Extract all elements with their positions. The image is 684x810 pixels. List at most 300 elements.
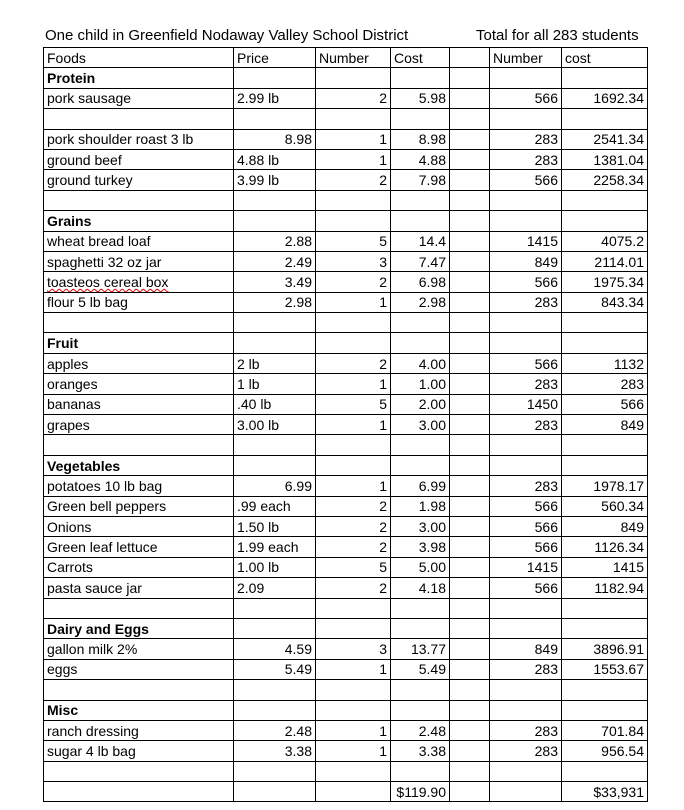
total-cost: 4075.2 <box>562 231 648 251</box>
food-name: pasta sauce jar <box>44 578 234 598</box>
food-number: 1 <box>316 476 391 496</box>
total-cost: 566 <box>562 394 648 414</box>
header-total-number: Number <box>490 48 562 68</box>
food-number: 1 <box>316 374 391 394</box>
table-row <box>44 741 648 761</box>
total-cost: 1553.67 <box>562 659 648 679</box>
table-row <box>44 129 648 149</box>
food-cost: 6.98 <box>391 272 450 292</box>
food-cost: 7.98 <box>391 170 450 190</box>
total-number: 283 <box>490 129 562 149</box>
food-price: 2 lb <box>234 353 316 373</box>
table-row <box>44 394 648 414</box>
empty-cell <box>450 435 490 455</box>
empty-cell <box>562 313 648 333</box>
food-name: ground turkey <box>44 170 234 190</box>
total-cost: 1126.34 <box>562 537 648 557</box>
total-cost: 843.34 <box>562 292 648 312</box>
empty-cell <box>450 598 490 618</box>
empty-cell <box>450 557 490 577</box>
food-cost: 6.99 <box>391 476 450 496</box>
food-number: 2 <box>316 88 391 108</box>
table-row <box>44 292 648 312</box>
food-number: 2 <box>316 578 391 598</box>
empty-cell <box>316 333 391 353</box>
empty-cell <box>562 190 648 210</box>
food-price: 3.00 lb <box>234 415 316 435</box>
food-name: grapes <box>44 415 234 435</box>
food-price: 3.49 <box>234 272 316 292</box>
food-name: eggs <box>44 659 234 679</box>
table-row <box>44 516 648 536</box>
empty-cell <box>234 435 316 455</box>
empty-cell <box>234 618 316 638</box>
food-cost: 13.77 <box>391 639 450 659</box>
empty-cell <box>450 272 490 292</box>
total-number: 566 <box>490 537 562 557</box>
food-name: toasteos cereal box <box>44 272 234 292</box>
empty-cell <box>44 598 234 618</box>
empty-cell <box>44 782 234 802</box>
total-cost: 1975.34 <box>562 272 648 292</box>
food-number: 2 <box>316 170 391 190</box>
title-one-child: One child in Greenfield Nodaway Valley School District <box>45 27 409 44</box>
food-name: ranch dressing <box>44 720 234 740</box>
food-price: 1 lb <box>234 374 316 394</box>
empty-cell <box>391 700 450 720</box>
empty-cell <box>490 618 562 638</box>
section-row <box>44 455 648 475</box>
empty-cell <box>490 109 562 129</box>
food-name: gallon milk 2% <box>44 639 234 659</box>
table-row <box>44 251 648 271</box>
empty-cell <box>450 455 490 475</box>
empty-cell <box>450 741 490 761</box>
food-number: 2 <box>316 537 391 557</box>
food-number: 1 <box>316 720 391 740</box>
empty-cell <box>450 496 490 516</box>
blank-row <box>44 761 648 781</box>
header-row <box>44 48 648 68</box>
empty-cell <box>391 680 450 700</box>
empty-cell <box>391 435 450 455</box>
food-cost: 5.98 <box>391 88 450 108</box>
empty-cell <box>490 68 562 88</box>
grand-cost: $119.90 <box>391 782 450 802</box>
total-number: 283 <box>490 659 562 679</box>
empty-cell <box>490 435 562 455</box>
table-row <box>44 557 648 577</box>
table-body <box>44 48 648 802</box>
food-cost: 3.00 <box>391 415 450 435</box>
total-cost: 2541.34 <box>562 129 648 149</box>
food-number: 3 <box>316 639 391 659</box>
empty-cell <box>450 761 490 781</box>
table-row <box>44 476 648 496</box>
empty-cell <box>450 659 490 679</box>
empty-cell <box>450 251 490 271</box>
blank-row <box>44 598 648 618</box>
food-cost: 8.98 <box>391 129 450 149</box>
empty-cell <box>450 578 490 598</box>
empty-cell <box>234 782 316 802</box>
total-cost: 1182.94 <box>562 578 648 598</box>
food-name: sugar 4 lb bag <box>44 741 234 761</box>
food-price: 4.59 <box>234 639 316 659</box>
table-row <box>44 496 648 516</box>
total-cost: 2114.01 <box>562 251 648 271</box>
total-number: 283 <box>490 374 562 394</box>
header-foods: Foods <box>44 48 234 68</box>
empty-cell <box>391 761 450 781</box>
table-row <box>44 374 648 394</box>
total-cost: 1415 <box>562 557 648 577</box>
empty-cell <box>490 211 562 231</box>
empty-cell <box>391 618 450 638</box>
food-name: flour 5 lb bag <box>44 292 234 312</box>
food-price: 8.98 <box>234 129 316 149</box>
total-number: 283 <box>490 149 562 169</box>
total-number: 849 <box>490 639 562 659</box>
total-number: 283 <box>490 292 562 312</box>
food-cost: 2.98 <box>391 292 450 312</box>
food-name: pork sausage <box>44 88 234 108</box>
empty-cell <box>316 211 391 231</box>
header-number: Number <box>316 48 391 68</box>
empty-cell <box>490 333 562 353</box>
empty-cell <box>234 68 316 88</box>
food-price: 1.50 lb <box>234 516 316 536</box>
empty-cell <box>234 455 316 475</box>
food-price: 1.99 each <box>234 537 316 557</box>
food-cost: 2.48 <box>391 720 450 740</box>
empty-cell <box>450 415 490 435</box>
food-cost: 5.00 <box>391 557 450 577</box>
empty-cell <box>490 313 562 333</box>
empty-cell <box>234 680 316 700</box>
empty-cell <box>391 598 450 618</box>
food-cost: 7.47 <box>391 251 450 271</box>
empty-cell <box>450 516 490 536</box>
total-number: 1415 <box>490 231 562 251</box>
food-name: bananas <box>44 394 234 414</box>
food-cost: 3.98 <box>391 537 450 557</box>
total-cost: 1692.34 <box>562 88 648 108</box>
food-cost: 14.4 <box>391 231 450 251</box>
empty-cell <box>450 190 490 210</box>
empty-cell <box>391 313 450 333</box>
empty-cell <box>44 109 234 129</box>
total-cost: 701.84 <box>562 720 648 740</box>
empty-cell <box>391 109 450 129</box>
empty-cell <box>490 761 562 781</box>
food-number: 5 <box>316 394 391 414</box>
food-number: 5 <box>316 231 391 251</box>
empty-cell <box>562 333 648 353</box>
empty-cell <box>391 190 450 210</box>
food-price: .40 lb <box>234 394 316 414</box>
food-name: spaghetti 32 oz jar <box>44 251 234 271</box>
table-row <box>44 272 648 292</box>
empty-cell <box>316 680 391 700</box>
empty-cell <box>316 190 391 210</box>
food-cost: 5.49 <box>391 659 450 679</box>
empty-cell <box>450 333 490 353</box>
total-cost: 849 <box>562 516 648 536</box>
empty-cell <box>490 782 562 802</box>
table-row <box>44 720 648 740</box>
empty-cell <box>450 720 490 740</box>
table-row <box>44 170 648 190</box>
total-number: 283 <box>490 476 562 496</box>
empty-cell <box>44 761 234 781</box>
empty-cell <box>562 618 648 638</box>
total-number: 566 <box>490 272 562 292</box>
total-row <box>44 782 648 802</box>
food-cost-table <box>43 47 648 802</box>
food-number: 2 <box>316 496 391 516</box>
food-price: 5.49 <box>234 659 316 679</box>
table-row <box>44 231 648 251</box>
empty-cell <box>450 231 490 251</box>
food-cost: 1.00 <box>391 374 450 394</box>
total-number: 566 <box>490 496 562 516</box>
food-number: 1 <box>316 292 391 312</box>
table-row <box>44 659 648 679</box>
total-cost: 2258.34 <box>562 170 648 190</box>
total-number: 283 <box>490 415 562 435</box>
food-name: Onions <box>44 516 234 536</box>
table-row <box>44 537 648 557</box>
food-cost: 2.00 <box>391 394 450 414</box>
food-price: 2.88 <box>234 231 316 251</box>
empty-cell <box>316 455 391 475</box>
empty-cell <box>316 761 391 781</box>
empty-cell <box>450 700 490 720</box>
total-cost: 849 <box>562 415 648 435</box>
total-number: 566 <box>490 170 562 190</box>
food-cost: 1.98 <box>391 496 450 516</box>
section-label: Vegetables <box>44 455 234 475</box>
empty-cell <box>44 680 234 700</box>
total-number: 283 <box>490 720 562 740</box>
total-number: 283 <box>490 741 562 761</box>
section-row <box>44 211 648 231</box>
empty-cell <box>562 68 648 88</box>
table-row <box>44 149 648 169</box>
empty-cell <box>316 313 391 333</box>
food-cost: 4.00 <box>391 353 450 373</box>
empty-cell <box>44 190 234 210</box>
food-number: 2 <box>316 516 391 536</box>
empty-cell <box>562 598 648 618</box>
empty-cell <box>450 680 490 700</box>
food-cost: 4.18 <box>391 578 450 598</box>
food-name: oranges <box>44 374 234 394</box>
food-name: ground beef <box>44 149 234 169</box>
food-cost: 3.00 <box>391 516 450 536</box>
food-number: 1 <box>316 415 391 435</box>
empty-cell <box>316 598 391 618</box>
total-cost: 1381.04 <box>562 149 648 169</box>
total-number: 1415 <box>490 557 562 577</box>
total-number: 566 <box>490 353 562 373</box>
food-price: 3.38 <box>234 741 316 761</box>
food-number: 2 <box>316 272 391 292</box>
empty-cell <box>316 782 391 802</box>
empty-cell <box>562 455 648 475</box>
empty-cell <box>234 761 316 781</box>
empty-cell <box>234 190 316 210</box>
food-price: 1.00 lb <box>234 557 316 577</box>
total-cost: 1978.17 <box>562 476 648 496</box>
section-row <box>44 68 648 88</box>
food-name: potatoes 10 lb bag <box>44 476 234 496</box>
food-price: 3.99 lb <box>234 170 316 190</box>
total-cost: 1132 <box>562 353 648 373</box>
empty-cell <box>490 190 562 210</box>
empty-cell <box>234 598 316 618</box>
empty-cell <box>562 761 648 781</box>
header-spacer <box>450 48 490 68</box>
food-number: 2 <box>316 353 391 373</box>
table-row <box>44 639 648 659</box>
empty-cell <box>391 455 450 475</box>
empty-cell <box>490 680 562 700</box>
empty-cell <box>234 700 316 720</box>
food-number: 1 <box>316 659 391 679</box>
total-cost: 560.34 <box>562 496 648 516</box>
blank-row <box>44 435 648 455</box>
empty-cell <box>234 333 316 353</box>
empty-cell <box>450 149 490 169</box>
empty-cell <box>562 700 648 720</box>
table-row <box>44 353 648 373</box>
food-name: Green bell peppers <box>44 496 234 516</box>
header-price: Price <box>234 48 316 68</box>
section-row <box>44 700 648 720</box>
header-cost: Cost <box>391 48 450 68</box>
blank-row <box>44 680 648 700</box>
empty-cell <box>450 618 490 638</box>
table-row <box>44 88 648 108</box>
table-row <box>44 578 648 598</box>
empty-cell <box>316 700 391 720</box>
empty-cell <box>450 170 490 190</box>
empty-cell <box>391 333 450 353</box>
empty-cell <box>44 435 234 455</box>
total-number: 566 <box>490 578 562 598</box>
food-cost: 4.88 <box>391 149 450 169</box>
empty-cell <box>450 292 490 312</box>
empty-cell <box>562 109 648 129</box>
food-name: pork shoulder roast 3 lb <box>44 129 234 149</box>
empty-cell <box>234 313 316 333</box>
empty-cell <box>44 313 234 333</box>
empty-cell <box>450 129 490 149</box>
food-cost: 3.38 <box>391 741 450 761</box>
empty-cell <box>450 313 490 333</box>
food-name: Green leaf lettuce <box>44 537 234 557</box>
food-price: 2.09 <box>234 578 316 598</box>
blank-row <box>44 109 648 129</box>
empty-cell <box>234 109 316 129</box>
food-name: wheat bread loaf <box>44 231 234 251</box>
empty-cell <box>391 211 450 231</box>
food-price: 6.99 <box>234 476 316 496</box>
food-number: 1 <box>316 149 391 169</box>
empty-cell <box>562 680 648 700</box>
section-label: Grains <box>44 211 234 231</box>
empty-cell <box>234 211 316 231</box>
blank-row <box>44 313 648 333</box>
empty-cell <box>450 639 490 659</box>
food-price: 2.48 <box>234 720 316 740</box>
section-row <box>44 618 648 638</box>
empty-cell <box>450 782 490 802</box>
empty-cell <box>490 455 562 475</box>
empty-cell <box>450 68 490 88</box>
empty-cell <box>450 109 490 129</box>
food-number: 1 <box>316 741 391 761</box>
food-number: 1 <box>316 129 391 149</box>
food-name: Carrots <box>44 557 234 577</box>
food-name: apples <box>44 353 234 373</box>
total-number: 1450 <box>490 394 562 414</box>
empty-cell <box>490 598 562 618</box>
empty-cell <box>450 374 490 394</box>
section-label: Fruit <box>44 333 234 353</box>
title-all-students: Total for all 283 students <box>476 27 639 44</box>
section-row <box>44 333 648 353</box>
table-row <box>44 415 648 435</box>
section-label: Misc <box>44 700 234 720</box>
empty-cell <box>562 435 648 455</box>
empty-cell <box>316 109 391 129</box>
header-total-cost: cost <box>562 48 648 68</box>
empty-cell <box>450 211 490 231</box>
total-cost: 956.54 <box>562 741 648 761</box>
food-price: 2.99 lb <box>234 88 316 108</box>
empty-cell <box>316 618 391 638</box>
total-number: 566 <box>490 516 562 536</box>
empty-cell <box>316 68 391 88</box>
food-price: 2.98 <box>234 292 316 312</box>
total-number: 566 <box>490 88 562 108</box>
food-price: .99 each <box>234 496 316 516</box>
blank-row <box>44 190 648 210</box>
empty-cell <box>490 700 562 720</box>
grand-total-cost: $33,931 <box>562 782 648 802</box>
empty-cell <box>450 537 490 557</box>
empty-cell <box>391 68 450 88</box>
empty-cell <box>450 353 490 373</box>
empty-cell <box>450 476 490 496</box>
total-cost: 3896.91 <box>562 639 648 659</box>
empty-cell <box>316 435 391 455</box>
food-number: 3 <box>316 251 391 271</box>
section-label: Dairy and Eggs <box>44 618 234 638</box>
empty-cell <box>562 211 648 231</box>
total-cost: 283 <box>562 374 648 394</box>
food-price: 4.88 lb <box>234 149 316 169</box>
empty-cell <box>450 394 490 414</box>
total-number: 849 <box>490 251 562 271</box>
food-price: 2.49 <box>234 251 316 271</box>
section-label: Protein <box>44 68 234 88</box>
food-number: 5 <box>316 557 391 577</box>
empty-cell <box>450 88 490 108</box>
